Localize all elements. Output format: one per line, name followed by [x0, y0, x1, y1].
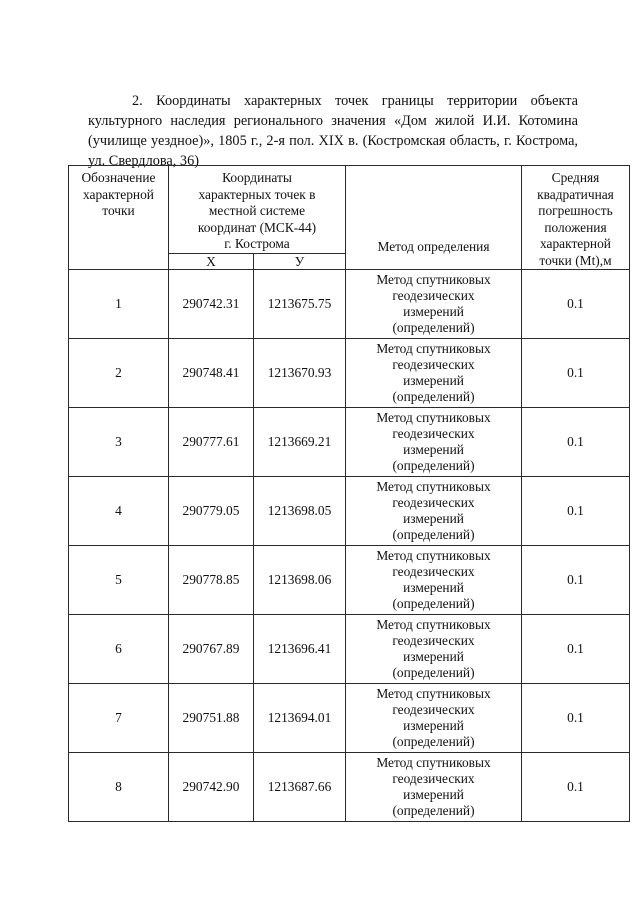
x-coordinate-cell: 290742.90: [169, 753, 254, 822]
method-line: Метод спутниковых: [376, 409, 491, 425]
method-line: измерений: [403, 580, 464, 595]
method-line: геодезических: [392, 701, 475, 717]
method-line: геодезических: [392, 494, 475, 510]
point-number-cell: 8: [69, 753, 169, 822]
method-line: Метод спутниковых: [376, 754, 491, 770]
method-line: Метод спутниковых: [376, 478, 491, 494]
error-cell: 0.1: [522, 615, 630, 684]
point-number-cell: 4: [69, 477, 169, 546]
error-cell: 0.1: [522, 684, 630, 753]
y-coordinate-cell: 1213698.06: [254, 546, 346, 615]
method-cell: [346, 339, 522, 408]
section-heading: [88, 91, 578, 171]
method-cell: [346, 753, 522, 822]
method-line: (определений): [392, 803, 475, 819]
header-method: Метод определения: [346, 166, 522, 270]
point-number-cell: 2: [69, 339, 169, 408]
method-line: геодезических: [392, 632, 475, 648]
header-point: Обозначение характерной точки: [69, 166, 169, 270]
method-line: геодезических: [392, 563, 475, 579]
method-line: измерений: [403, 787, 464, 802]
x-coordinate-cell: 290777.61: [169, 408, 254, 477]
method-line: измерений: [403, 511, 464, 526]
method-cell: [346, 270, 522, 339]
table-row: [69, 339, 630, 408]
x-coordinate-cell: 290779.05: [169, 477, 254, 546]
method-line: измерений: [403, 718, 464, 733]
x-coordinate-cell: 290778.85: [169, 546, 254, 615]
x-coordinate-cell: 290767.89: [169, 615, 254, 684]
method-cell: [346, 477, 522, 546]
table-row: [69, 753, 630, 822]
method-cell: [346, 615, 522, 684]
method-cell: [346, 684, 522, 753]
method-line: измерений: [403, 373, 464, 388]
y-coordinate-cell: 1213696.41: [254, 615, 346, 684]
method-line: геодезических: [392, 356, 475, 372]
y-coordinate-cell: 1213675.75: [254, 270, 346, 339]
method-cell: [346, 408, 522, 477]
coordinates-table: [68, 165, 630, 822]
table-row: [69, 684, 630, 753]
method-line: (определений): [392, 389, 475, 405]
header-coordinates: Координаты характерных точек в местной системе координат (МСК-44) г. Кострома: [169, 166, 346, 254]
method-line: (определений): [392, 665, 475, 681]
table-body: [69, 270, 630, 822]
table-row: [69, 546, 630, 615]
method-line: геодезических: [392, 287, 475, 303]
method-line: Метод спутниковых: [376, 616, 491, 632]
header-x: Х: [169, 254, 254, 270]
point-number-cell: 5: [69, 546, 169, 615]
method-line: геодезических: [392, 425, 475, 441]
method-line: (определений): [392, 458, 475, 474]
method-line: (определений): [392, 527, 475, 543]
y-coordinate-cell: 1213694.01: [254, 684, 346, 753]
error-cell: 0.1: [522, 408, 630, 477]
method-line: Метод спутниковых: [376, 685, 491, 701]
method-line: (определений): [392, 320, 475, 336]
y-coordinate-cell: 1213698.05: [254, 477, 346, 546]
method-cell: [346, 546, 522, 615]
x-coordinate-cell: 290742.31: [169, 270, 254, 339]
x-coordinate-cell: 290748.41: [169, 339, 254, 408]
x-coordinate-cell: 290751.88: [169, 684, 254, 753]
point-number-cell: 6: [69, 615, 169, 684]
header-y: У: [254, 254, 346, 270]
section-title: Координаты характерных точек границы территории объекта культурного наследия регионального значения «Дом жилой И.И. Котомина (училище уездное)», 1805 г., 2-я пол. XIX в. (Костромская область, г. Кострома, ул. Свердлова, 36): [88, 93, 578, 170]
error-cell: 0.1: [522, 753, 630, 822]
point-number-cell: 3: [69, 408, 169, 477]
method-line: Метод спутниковых: [376, 340, 491, 356]
point-number-cell: 1: [69, 270, 169, 339]
y-coordinate-cell: 1213670.93: [254, 339, 346, 408]
error-cell: 0.1: [522, 477, 630, 546]
table-row: [69, 477, 630, 546]
method-line: Метод спутниковых: [376, 271, 491, 287]
method-line: Метод спутниковых: [376, 547, 491, 563]
method-line: измерений: [403, 304, 464, 319]
point-number-cell: 7: [69, 684, 169, 753]
y-coordinate-cell: 1213687.66: [254, 753, 346, 822]
error-cell: 0.1: [522, 546, 630, 615]
method-line: измерений: [403, 442, 464, 457]
method-line: (определений): [392, 734, 475, 750]
method-line: измерений: [403, 649, 464, 664]
error-cell: 0.1: [522, 339, 630, 408]
method-line: геодезических: [392, 770, 475, 786]
error-cell: 0.1: [522, 270, 630, 339]
table-row: [69, 408, 630, 477]
header-error: Средняя квадратичная погрешность положения характерной точки (Mt),м: [522, 166, 630, 270]
section-number: 2.: [132, 93, 143, 110]
y-coordinate-cell: 1213669.21: [254, 408, 346, 477]
table-row: [69, 270, 630, 339]
method-line: (определений): [392, 596, 475, 612]
table-row: [69, 615, 630, 684]
